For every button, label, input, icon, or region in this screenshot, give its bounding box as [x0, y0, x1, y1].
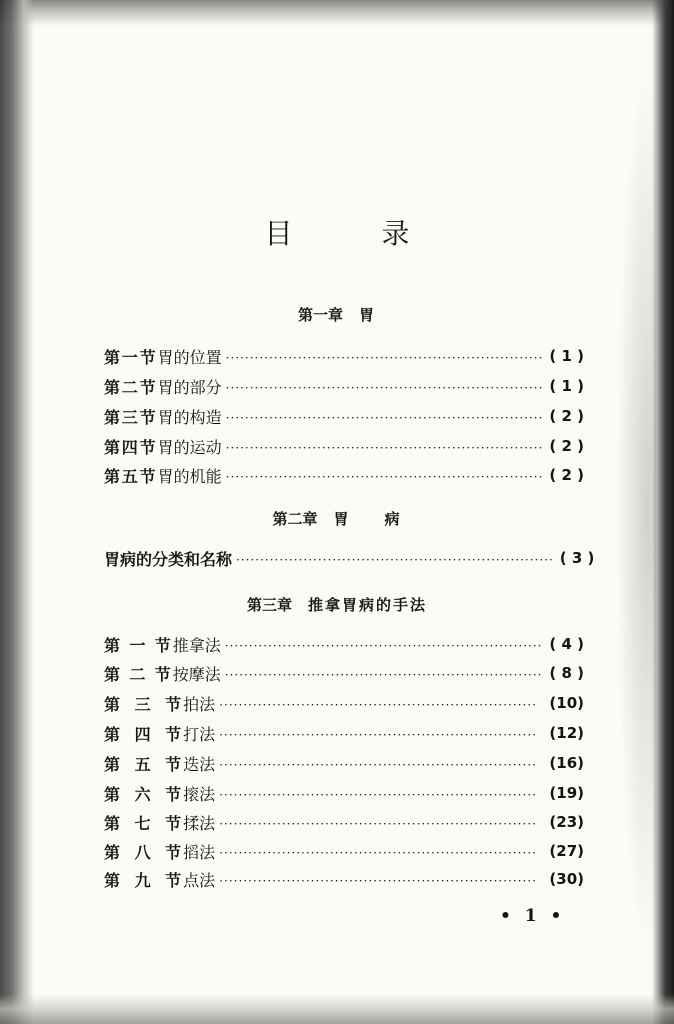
toc-entry[interactable] [104, 631, 584, 657]
entry-title: 㨰法 [183, 784, 216, 804]
leader-dots: ·································································· [219, 728, 537, 742]
leader-dots: ·································································· [225, 381, 544, 395]
entry-page: (12) [549, 724, 584, 742]
leader-dots: ·································································· [219, 846, 537, 860]
section-label: 第 七 节 [104, 813, 182, 833]
leader-dots: ·································································· [225, 411, 544, 425]
entry-title: 推拿法 [172, 635, 221, 655]
toc-entry[interactable] [104, 433, 584, 459]
section-label: 第 一 节 [104, 635, 171, 655]
section-label: 第 四 节 [104, 724, 182, 744]
entry-page: ( 2 ) [549, 407, 584, 425]
entry-title: 胃病的分类和名称 [104, 549, 233, 569]
section-label: 第 二 节 [104, 377, 156, 397]
leader-dots: ·································································· [225, 470, 544, 484]
entry-page: (27) [549, 842, 584, 860]
leader-dots: ·································································· [225, 441, 544, 455]
entry-title: 拍法 [183, 694, 216, 714]
entry-page: ( 1 ) [549, 377, 584, 395]
page-title: 目 录 [264, 217, 450, 250]
section-label: 第 八 节 [104, 842, 182, 862]
leader-dots: ·································································· [219, 874, 537, 888]
leader-dots: ·································································· [219, 817, 537, 831]
section-label: 第 五 节 [104, 466, 156, 486]
toc-entry[interactable] [104, 866, 584, 892]
chapter-number: 第三章 [246, 596, 292, 614]
entry-page: ( 2 ) [549, 466, 584, 484]
section-label: 第 一 节 [104, 347, 156, 367]
chapter-title: 胃 [359, 306, 377, 324]
chapter-title: 胃 病 [333, 510, 402, 528]
entry-page: (10) [549, 694, 584, 712]
entry-page: (30) [549, 870, 584, 888]
toc-entry[interactable] [104, 690, 584, 716]
entry-page: (23) [549, 813, 584, 831]
chapter-heading-3 [0, 594, 674, 615]
leader-dots: ·································································· [236, 553, 554, 567]
entry-page: ( 1 ) [549, 347, 584, 365]
section-label: 第 四 节 [104, 437, 156, 457]
toc-entry[interactable] [104, 780, 584, 806]
entry-page: (19) [549, 784, 584, 802]
chapter-title: 推拿胃病的手法 [308, 596, 428, 614]
entry-title: 胃的运动 [157, 437, 222, 457]
section-label: 第 九 节 [104, 870, 182, 890]
entry-title: 打法 [183, 724, 216, 744]
entry-page: ( 2 ) [549, 437, 584, 455]
section-label: 第 六 节 [104, 784, 182, 804]
leader-dots: ·································································· [224, 668, 543, 682]
entry-title: 按摩法 [172, 664, 221, 684]
leader-dots: ·································································· [219, 788, 537, 802]
page-number: • 1 • [500, 906, 566, 926]
entry-title: 点法 [183, 870, 216, 890]
toc-entry[interactable] [104, 809, 584, 835]
section-label: 第 三 节 [104, 407, 156, 427]
toc-entry[interactable] [104, 462, 584, 488]
leader-dots: ·································································· [225, 351, 544, 365]
toc-entry[interactable] [104, 660, 584, 686]
leader-dots: ·································································· [219, 698, 537, 712]
scan-edge-top [0, 0, 674, 26]
entry-page: ( 4 ) [549, 635, 584, 653]
chapter-number: 第一章 [297, 306, 343, 324]
scan-edge-bottom [0, 994, 674, 1024]
entry-title: 胃的机能 [157, 466, 222, 486]
toc-entry[interactable] [104, 373, 584, 399]
chapter-heading-1 [0, 304, 674, 325]
section-label: 第 五 节 [104, 754, 182, 774]
toc-entry[interactable] [104, 838, 584, 864]
toc-entry[interactable] [104, 545, 595, 571]
entry-title: 胃的构造 [157, 407, 222, 427]
entry-title: 搯法 [183, 842, 216, 862]
section-label: 第 二 节 [104, 664, 171, 684]
section-label: 第 三 节 [104, 694, 182, 714]
toc-entry[interactable] [104, 343, 584, 369]
toc-entry[interactable] [104, 403, 584, 429]
entry-page: (16) [549, 754, 584, 772]
entry-title: 揉法 [183, 813, 216, 833]
leader-dots: ·································································· [219, 758, 537, 772]
entry-page: ( 8 ) [549, 664, 584, 682]
chapter-number: 第二章 [272, 510, 318, 528]
chapter-heading-2 [0, 508, 674, 529]
toc-entry[interactable] [104, 750, 584, 776]
entry-title: 迭法 [183, 754, 216, 774]
toc-entry[interactable] [104, 720, 584, 746]
leader-dots: ·································································· [224, 639, 543, 653]
entry-title: 胃的部分 [157, 377, 222, 397]
entry-title: 胃的位置 [157, 347, 222, 367]
entry-page: ( 3 ) [559, 549, 595, 567]
